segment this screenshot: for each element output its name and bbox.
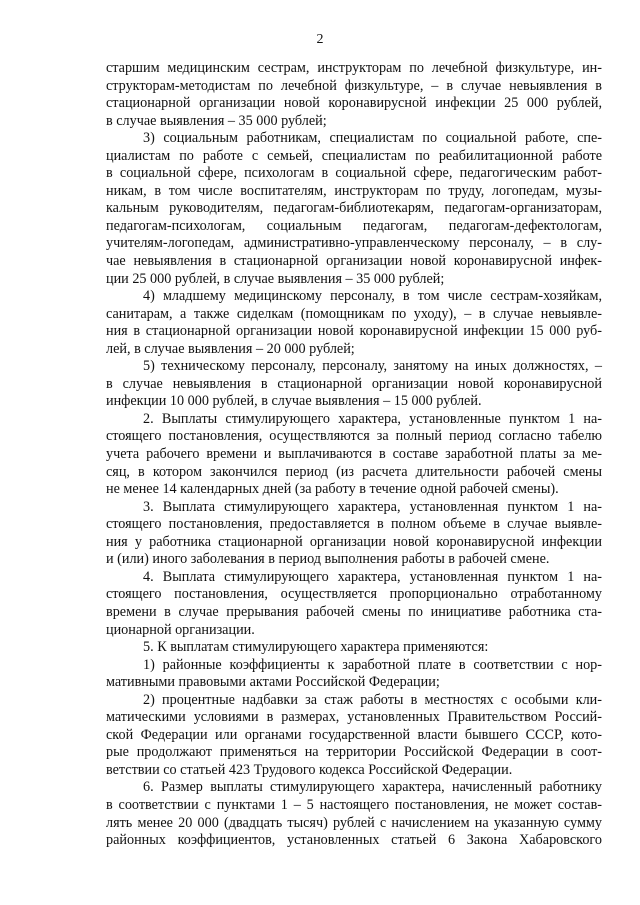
text-line: педагогам-психологам, социальным педагогам, педагогам-дефектологам, xyxy=(106,217,602,234)
text-line: циалистам по работе с семьей, специалистам по реабилитационной работе xyxy=(106,147,602,164)
text-line: 5. К выплатам стимулирующего характера применяются: xyxy=(143,639,489,656)
text-line: ветствии со статьей 423 Трудового кодекса Российской Федерации. xyxy=(106,761,513,778)
text-line: ции 25 000 рублей, в случае выявления – 35 000 рублей; xyxy=(106,270,445,287)
text-line: стоящего постановления, осуществляется пропорционально отработанному xyxy=(106,586,602,603)
text-line: ской Федерации или органами государственной власти бывшего СССР, кото- xyxy=(106,726,602,743)
text-line: не менее 14 календарных дней (за работу в течение одной рабочей смены). xyxy=(106,481,559,498)
text-line: 2. Выплаты стимулирующего характера, установленные пунктом 1 на- xyxy=(143,410,602,427)
text-line: санитарам, а также сиделкам (помощникам по уходу), – в случае невыявле- xyxy=(106,305,602,322)
text-line: 3. Выплата стимулирующего характера, установленная пунктом 1 на- xyxy=(143,498,602,515)
text-line: 5) техническому персоналу, персоналу, занятому на иных должностях, – xyxy=(143,358,602,375)
text-line: лей, в случае выявления – 20 000 рублей; xyxy=(106,340,355,357)
text-line: времени в случае прерывания рабочей смены по инициативе работника ста- xyxy=(106,603,602,620)
text-line: учета рабочего времени и выплачиваются в составе заработной платы за ме- xyxy=(106,446,602,463)
text-line: лять менее 20 000 (двадцать тысяч) рублей с начислением на указанную сумму xyxy=(106,814,602,831)
text-line: 4) младшему медицинскому персоналу, в том числе сестрам-хозяйкам, xyxy=(143,288,602,305)
text-line: 3) социальным работникам, специалистам по социальной работе, спе- xyxy=(143,130,602,147)
text-line: 4. Выплата стимулирующего характера, установленная пунктом 1 на- xyxy=(143,568,602,585)
text-line: и (или) иного заболевания в период выполнения работы в рабочей смене. xyxy=(106,551,550,568)
text-line: в случае невыявления в стационарной организации новой коронавирусной xyxy=(106,375,602,392)
text-line: сяц, в котором закончился период (из расчета длительности рабочей смены xyxy=(106,463,602,480)
text-line: чае невыявления в стационарной организации новой коронавирусной инфек- xyxy=(106,253,602,270)
text-line: никам, в том числе воспитателям, инструкторам по труду, логопедам, музы- xyxy=(106,182,602,199)
text-line: ния у работника стационарной организации новой коронавирусной инфекции xyxy=(106,533,602,550)
text-line: в соответствии с пунктами 1 – 5 настоящего постановления, не может состав- xyxy=(106,796,602,813)
text-line: рые продолжают применяться на территории Российской Федерации в соот- xyxy=(106,744,602,761)
text-line: 6. Размер выплаты стимулирующего характера, начисленный работнику xyxy=(143,779,602,796)
text-line: мативными правовыми актами Российской Федерации; xyxy=(106,674,440,691)
text-line: учителям-логопедам, административно-управленческому персоналу, – в слу- xyxy=(106,235,602,252)
text-line: в случае выявления – 35 000 рублей; xyxy=(106,112,327,129)
text-line: стационарной организации новой коронавирусной инфекции 25 000 рублей, xyxy=(106,95,602,112)
text-line: районных коэффициентов, установленных статьей 6 Закона Хабаровского xyxy=(106,832,602,849)
page-number: 2 xyxy=(316,32,324,47)
text-line: ционарной организации. xyxy=(106,621,255,638)
text-line: ния в стационарной организации новой коронавирусной инфекции 15 000 руб- xyxy=(106,323,602,340)
text-line: кальным руководителям, педагогам-библиотекарям, педагогам-организаторам, xyxy=(106,200,602,217)
text-line: инфекции 10 000 рублей, в случае выявления – 15 000 рублей. xyxy=(106,393,482,410)
text-line: старшим медицинским сестрам, инструкторам по лечебной физкультуре, ин- xyxy=(106,60,602,76)
document-body xyxy=(106,60,602,850)
text-line: 1) районные коэффициенты к заработной плате в соответствии с нор- xyxy=(143,656,602,673)
text-line: стоящего постановления, предоставляется в полном объеме в случае выявле- xyxy=(106,516,602,533)
text-line: в социальной сфере, психологам в социальной сфере, педагогическим работ- xyxy=(106,165,602,182)
text-line: матическими условиями в размерах, установленных Правительством Россий- xyxy=(106,709,602,726)
text-line: стоящего постановления, осуществляются за полный период согласно табелю xyxy=(106,428,602,445)
text-line: 2) процентные надбавки за стаж работы в местностях с особыми кли- xyxy=(143,691,602,708)
text-line: структорам-методистам по лечебной физкультуре, – в случае невыявления в xyxy=(106,77,602,94)
